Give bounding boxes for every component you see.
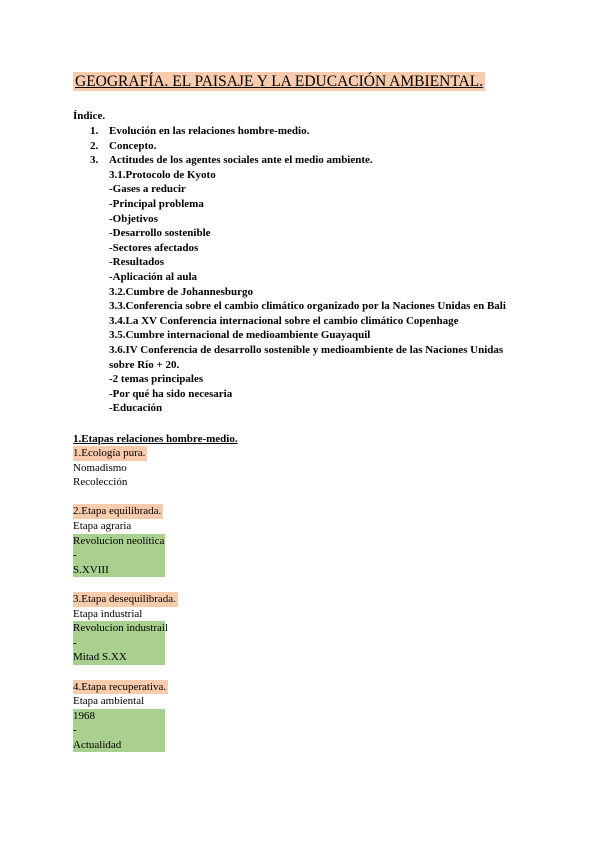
stage-highlight: S.XVIII: [73, 563, 165, 578]
stage-line: Etapa industrial: [73, 607, 143, 620]
stage-highlight: Revolucion neolítica: [73, 534, 165, 547]
document-title: GEOGRAFÍA. EL PAISAJE Y LA EDUCACIÓN AMBIENTAL.: [75, 73, 484, 90]
toc-subitem: 3.1.Protocolo de Kyoto: [109, 168, 216, 181]
toc-item-number: 3.: [90, 154, 99, 167]
stage-highlight: Revolucion industrail: [73, 622, 169, 635]
toc-subitem: 3.4.La XV Conferencia internacional sobre el cambio climático Copenhage: [109, 314, 459, 327]
toc-subitem: -Por qué ha sido necesaria: [109, 387, 233, 400]
stage-line: Etapa ambiental: [73, 695, 145, 708]
toc-item-text: Evolución en las relaciones hombre-medio.: [109, 125, 310, 137]
stage-title: 2.Etapa equilibrada.: [73, 505, 162, 518]
toc-subitem: -Objetivos: [109, 212, 158, 225]
index-label: Índice.: [73, 110, 106, 122]
toc-subitem: -2 temas principales: [109, 373, 204, 386]
toc-subitem: 3.6.IV Conferencia de desarrollo sostenible y medioambiente de las Naciones Unidas sobre Río + 20.: [109, 343, 504, 371]
section-heading: 1.Etapas relaciones hombre-medio.: [73, 433, 238, 445]
toc-subitem: -Aplicación al aula: [109, 270, 198, 283]
stage-title: 3.Etapa desequilibrada.: [73, 592, 176, 605]
stages-list: [73, 446, 373, 752]
stage-highlight: -: [73, 723, 165, 738]
toc-subitem: -Desarrollo sostenible: [109, 227, 211, 240]
stage-highlight: Mitad S.XX: [73, 650, 165, 665]
stage-line: Etapa agraria: [73, 519, 132, 532]
toc-subitem: -Principal problema: [109, 197, 204, 210]
toc-subitem: -Resultados: [109, 256, 165, 269]
stage-title: 4.Etapa recuperativa.: [73, 680, 167, 693]
toc-subitem: 3.5.Cumbre internacional de medioambiente Guayaquil: [109, 329, 371, 342]
toc-subitem: 3.3.Conferencia sobre el cambio climático organizado por la Naciones Unidas en Bali: [109, 300, 506, 313]
toc-subitem: -Educación: [109, 402, 163, 415]
toc-item-text: Concepto.: [109, 139, 157, 152]
toc-item-number: 1.: [90, 125, 99, 137]
toc-item: [73, 124, 533, 139]
toc-subitem: 3.2.Cumbre de Johannesburgo: [109, 285, 254, 298]
table-of-contents: [73, 124, 533, 416]
toc-item-number: 2.: [90, 139, 99, 152]
stage-highlight: -: [73, 548, 165, 563]
toc-item: [73, 153, 533, 168]
stage-title: 1.Ecología pura.: [73, 447, 146, 459]
stage-highlight: -: [73, 636, 165, 651]
stage-line: Nomadismo: [73, 461, 127, 474]
toc-item: [73, 139, 533, 154]
toc-item-text: Actitudes de los agentes sociales ante el medio ambiente.: [109, 154, 373, 167]
toc-subitem: -Sectores afectados: [109, 241, 199, 254]
stage-highlight: 1968: [73, 709, 165, 724]
stage-line: Recolección: [73, 476, 128, 489]
stage-highlight: Actualidad: [73, 738, 165, 753]
toc-subitem: -Gases a reducir: [109, 183, 186, 196]
